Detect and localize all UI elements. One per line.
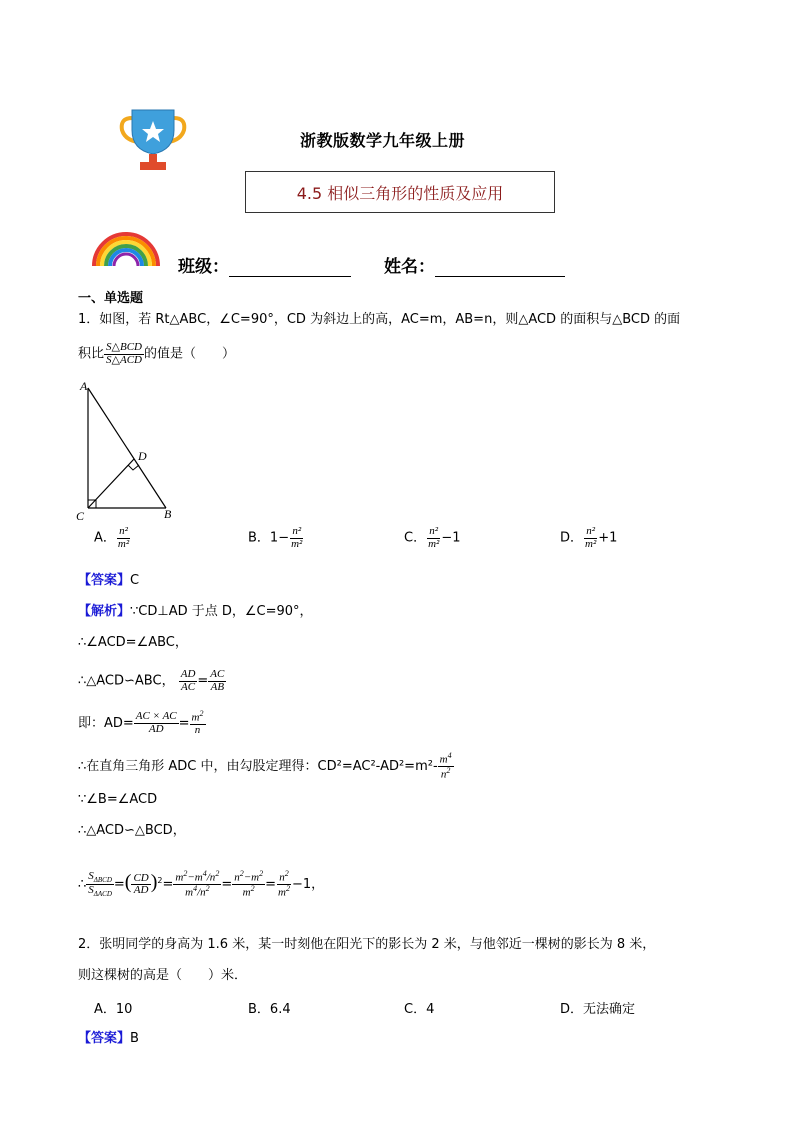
- q1-analysis-line8: ∴ $\frac{S_{\Delta BCD}}{S_{\Delta ACD}}$ =( $\frac{CD}{AD}$ )$^2$= $\frac{m^2-m^4/n^2}{m^4/n^2}$ = $\frac{n^2-m^2}{m^2}$ = $\frac{n^2}{m^2}$ −1，: [78, 869, 325, 899]
- frac-den: m²: [585, 537, 597, 550]
- q1-analysis-line4: 即：AD= $\frac{AC \times AC}{AD}$ = $\frac{m^2}{n}$: [78, 709, 204, 737]
- section-heading: 一、单选题: [78, 291, 144, 306]
- analysis-text: ∴△ACD∽ABC，: [78, 673, 175, 689]
- math-fraction: $\frac{S_{\Delta BCD}}{S_{\Delta ACD}}$: [88, 869, 112, 899]
- name-input-line[interactable]: [435, 258, 565, 277]
- math-fraction: $\frac{m^2}{n}$: [191, 709, 204, 737]
- q1-answer: [78, 572, 139, 590]
- analysis-label: 【解析】: [78, 604, 131, 619]
- q2-stem-line1: 2．张明同学的身高为 1.6 米，某一时刻他在阳光下的影长为 2 米，与他邻近一棵树的影长为 8 米，: [78, 937, 656, 952]
- math-fraction: $\frac{n^2}{m^2}$: [278, 869, 290, 899]
- frac-num: n²: [119, 525, 128, 537]
- q1-option-c[interactable]: [404, 526, 461, 550]
- analysis-text: ∴: [78, 877, 87, 893]
- math-fraction: $\frac{CD}{AD}$: [133, 871, 149, 897]
- option-pre: 1−: [269, 530, 290, 546]
- frac-den: m²: [117, 537, 130, 550]
- math-fraction: $\frac{AC \times AC}{AD}$: [135, 710, 177, 735]
- q2-option-a[interactable]: A．10: [94, 1002, 133, 1017]
- option-post: −1: [441, 530, 461, 546]
- analysis-text: ∴在直角三角形 ADC 中，由勾股定理得：CD²=AC²-AD²=m²-: [78, 759, 438, 775]
- name-field: [384, 252, 565, 277]
- class-label: 班级：: [178, 257, 229, 277]
- answer-value: C: [130, 573, 140, 588]
- q1-analysis-line2: ∴∠ACD=∠ABC，: [78, 635, 188, 650]
- answer-label: 【答案】: [78, 573, 131, 588]
- math-fraction: $\frac{AD}{AC}$: [180, 668, 196, 693]
- option-fraction: [116, 526, 131, 550]
- math-fraction: $\frac{m^2-m^4/n^2}{m^4/n^2}$: [175, 869, 220, 899]
- q1-stem-line2: [78, 342, 235, 366]
- option-key: B．: [248, 530, 270, 546]
- option-key: D．: [560, 530, 584, 546]
- ratio-numerator: S△BCD: [106, 341, 142, 353]
- trophy-icon: [118, 106, 188, 172]
- q2-answer: [78, 1030, 139, 1048]
- option-fraction: [583, 526, 598, 550]
- math-fraction: $\frac{n^2-m^2}{m^2}$: [234, 869, 264, 899]
- frac-num: n²: [292, 525, 302, 537]
- answer-value: B: [130, 1031, 139, 1046]
- label-d: D: [138, 449, 147, 463]
- frac-den: m²: [291, 537, 303, 550]
- q1-option-d[interactable]: [560, 526, 617, 550]
- option-key: A．: [94, 530, 116, 546]
- option-fraction: [289, 526, 304, 550]
- q1-stem-post: 的值是（ ）: [143, 346, 235, 362]
- q1-analysis-line7: ∴△ACD∽△BCD，: [78, 823, 186, 838]
- q2-stem-line2: 则这棵树的高是（ ）米．: [78, 968, 248, 983]
- lesson-subtitle: 4.5 相似三角形的性质及应用: [245, 171, 555, 213]
- q1-ratio: [104, 342, 144, 366]
- name-label: 姓名：: [384, 257, 435, 277]
- q1-option-a[interactable]: [94, 526, 131, 550]
- q1-analysis-line5: [78, 752, 454, 781]
- q1-stem-line1: 1．如图，若 Rt△ABC，∠C=90°，CD 为斜边上的高，AC=m，AB=n，则△ACD 的面积与△BCD 的面: [78, 312, 681, 327]
- label-b: B: [164, 507, 172, 521]
- rainbow-icon: [90, 228, 162, 268]
- analysis-text: 即：AD=: [78, 715, 134, 731]
- math-fraction: $\frac{AC}{AB}$: [210, 668, 225, 693]
- q2-option-c[interactable]: C．4: [404, 1002, 435, 1017]
- frac-den: m²: [428, 537, 440, 550]
- class-field: [178, 252, 351, 277]
- frac-num: n²: [429, 525, 439, 537]
- math-fraction: $\frac{m^4}{n^2}$: [439, 751, 452, 781]
- label-a: A: [80, 380, 88, 393]
- page-title: 浙教版数学九年级上册: [300, 131, 466, 150]
- q1-option-b[interactable]: [248, 526, 304, 550]
- q1-analysis-line6: ∵∠B=∠ACD: [78, 792, 158, 807]
- q1-analysis-line1: [78, 603, 313, 621]
- triangle-figure: [72, 380, 182, 522]
- q1-stem-pre: 积比: [78, 346, 105, 362]
- q1-analysis-line3: ∴△ACD∽ABC， $\frac{AD}{AC}$ = $\frac{AC}{AB}$: [78, 668, 225, 693]
- frac-num: n²: [586, 525, 596, 537]
- ratio-denominator: S△ACD: [106, 353, 142, 366]
- label-c: C: [76, 509, 85, 522]
- option-fraction: [426, 526, 441, 550]
- answer-label: 【答案】: [78, 1031, 131, 1046]
- q2-option-b[interactable]: B．6.4: [248, 1002, 291, 1017]
- analysis-text: ∵CD⊥AD 于点 D，∠C=90°，: [130, 604, 313, 619]
- option-post: +1: [598, 530, 618, 546]
- option-key: C．: [404, 530, 427, 546]
- q2-option-d[interactable]: D．无法确定: [560, 1002, 636, 1017]
- class-input-line[interactable]: [229, 258, 351, 277]
